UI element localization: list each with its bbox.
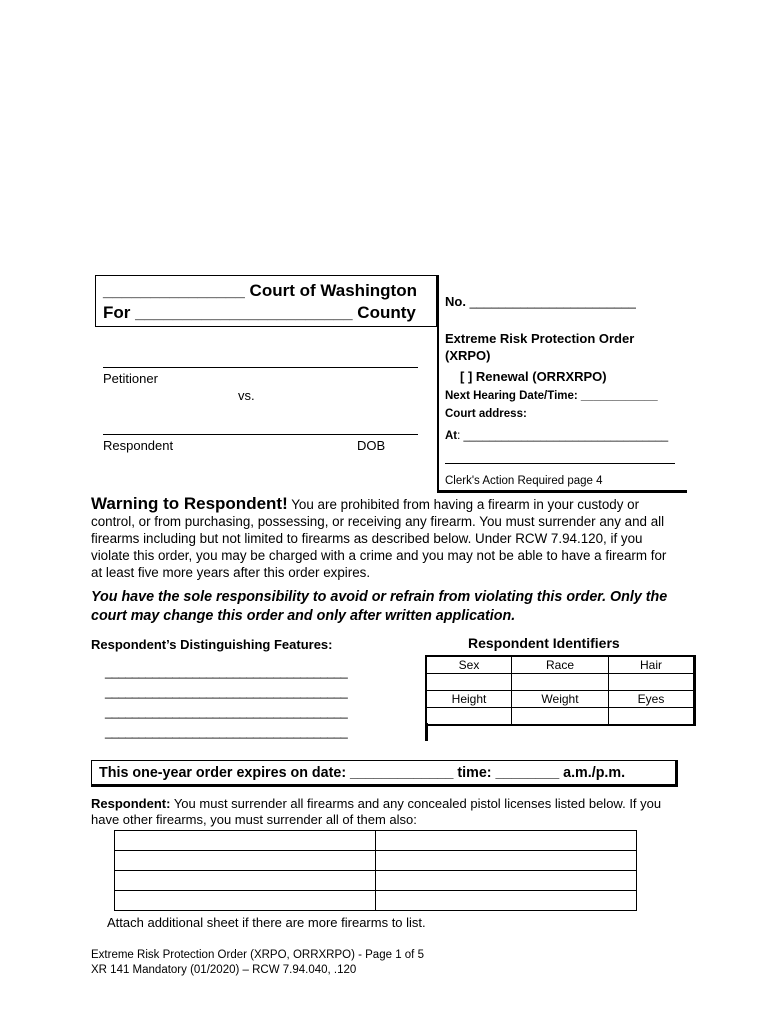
surrender-text: You must surrender all firearms and any concealed pistol licenses listed below. If you have other firearms, you must surrender all of them also: (91, 796, 662, 827)
order-title: Extreme Risk Protection Order (XRPO) (445, 331, 635, 363)
court-address-label: Court address: (445, 408, 527, 420)
race-value-cell[interactable] (512, 674, 609, 691)
firearm-cell[interactable] (376, 871, 637, 891)
next-hearing-field: Next Hearing Date/Time: ____________ (445, 390, 658, 402)
distinguishing-features-title: Respondent’s Distinguishing Features: (91, 637, 333, 652)
case-number-label: No. (445, 294, 466, 309)
county-line: For _______________________ County (103, 303, 416, 322)
identifiers-table-foot (425, 723, 428, 741)
firearm-cell[interactable] (115, 851, 376, 871)
table-row (115, 891, 637, 911)
dob-label: DOB (357, 438, 386, 453)
firearms-table (114, 830, 637, 911)
weight-label: Weight (512, 691, 609, 708)
race-label: Race (512, 656, 609, 674)
surrender-label: Respondent: (91, 796, 171, 811)
feature-line: ____________________________________ (105, 704, 348, 719)
court-name-line: _______________ Court of Washington (103, 281, 417, 300)
feature-line: ____________________________________ (105, 724, 348, 739)
versus-label: vs. (238, 388, 255, 403)
renewal-checkbox-label: [ ] Renewal (ORRXRPO) (460, 369, 607, 384)
table-row (426, 708, 695, 726)
warning-body: You are prohibited from having a firearm in your custody or control, or from purchasing, possessing, or receiving any firearm. You must surrender any and all firearms including but not limited to firearms as described below. Under RCW 7.94.120, if you violate this order, you may be charged with a crime and you may not be able to have a firearm for at least five more years after this order expires. (91, 497, 667, 580)
hair-value-cell[interactable] (609, 674, 695, 691)
surrender-instructions (91, 796, 691, 828)
firearm-cell[interactable] (115, 831, 376, 851)
sex-value-cell[interactable] (426, 674, 512, 691)
firearm-cell[interactable] (115, 891, 376, 911)
identifiers-title: Respondent Identifiers (468, 635, 620, 651)
firearm-cell[interactable] (376, 891, 637, 911)
caption-bottom-rule (437, 490, 687, 493)
hair-label: Hair (609, 656, 695, 674)
at-blank: : ________________________________ (457, 430, 669, 442)
sole-responsibility-text: You have the sole responsibility to avoid or refrain from violating this order. Only the court may change this order and only after written application. (91, 589, 668, 624)
table-row (115, 871, 637, 891)
footer-line-2: XR 141 Mandatory (01/2020) – RCW 7.94.040, .120 (91, 964, 357, 976)
case-number-field (445, 294, 636, 309)
height-value-cell[interactable] (426, 708, 512, 726)
warning-heading: Warning to Respondent! (91, 494, 288, 513)
firearm-cell[interactable] (115, 871, 376, 891)
petitioner-label: Petitioner (103, 371, 158, 386)
petitioner-blank-line (103, 367, 418, 368)
respondent-blank-line (103, 434, 418, 435)
court-address-field (445, 430, 668, 442)
caption-divider (437, 275, 439, 491)
firearm-cell[interactable] (376, 851, 637, 871)
page-footer (91, 948, 424, 978)
weight-value-cell[interactable] (512, 708, 609, 726)
court-address-blank-line (445, 463, 675, 464)
table-row (115, 831, 637, 851)
warning-paragraph (91, 495, 681, 581)
respondent-label: Respondent (103, 438, 174, 453)
firearm-cell[interactable] (376, 831, 637, 851)
expiration-text: This one-year order expires on date: _____________ time: ________ a.m./p.m. (99, 765, 626, 781)
at-label: At (445, 430, 458, 442)
clerk-action-note: Clerk's Action Required page 4 (445, 475, 603, 487)
attach-sheet-note: Attach additional sheet if there are more firearms to list. (107, 915, 426, 930)
case-number-blank: _______________________ (469, 294, 636, 309)
identifiers-table (425, 655, 696, 726)
eyes-label: Eyes (609, 691, 695, 708)
height-label: Height (426, 691, 512, 708)
table-row (426, 674, 695, 691)
feature-line: ____________________________________ (105, 684, 348, 699)
sex-label: Sex (426, 656, 512, 674)
feature-line: ____________________________________ (105, 664, 348, 679)
eyes-value-cell[interactable] (609, 708, 695, 726)
footer-line-1: Extreme Risk Protection Order (XRPO, ORRXRPO) - Page 1 of 5 (91, 949, 424, 961)
table-row (115, 851, 637, 871)
table-row (426, 656, 695, 674)
table-row (426, 691, 695, 708)
